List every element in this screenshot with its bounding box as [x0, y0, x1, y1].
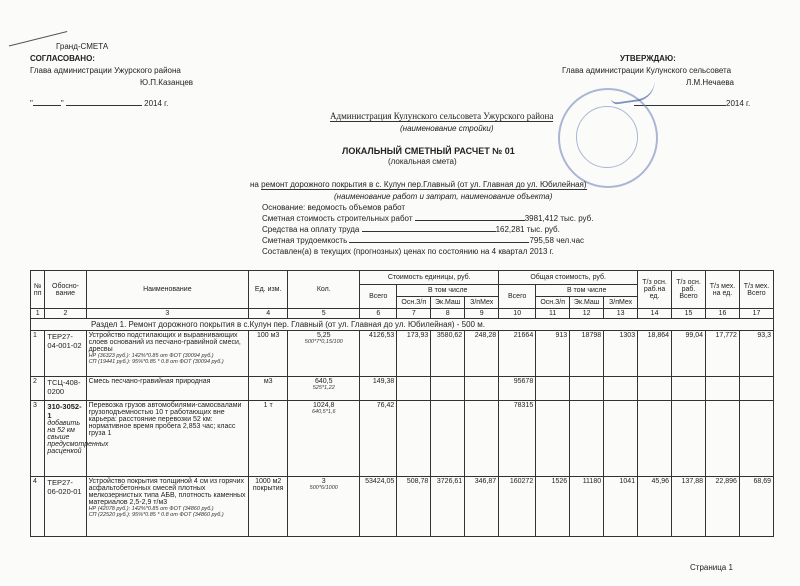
- org-name: Администрация Кулунского сельсовета Ужурского района: [330, 111, 554, 121]
- doc-subtitle: (локальная смета): [388, 157, 457, 166]
- table-row: 3 310-3052-1 добавить на 52 км свыше предусмотренных расценкой Перевозка грузов автомобилями-самосвалами грузоподъемностью 10 т работающих вне карьера: расстояние перевозки 52 км: нормативное время пробега 2,853 час; класс груза 1 1 т 1024,8 640,5*1,6 76,42 78315: [31, 401, 774, 477]
- wage-line: Средства на оплату труда 162,281 тыс. руб.: [262, 225, 560, 234]
- program-name: Гранд-СМЕТА: [56, 42, 109, 51]
- header-basis: Обосно-вание: [45, 271, 86, 309]
- header-num: № пп: [31, 271, 45, 309]
- approved-name: Л.М.Нечаева: [686, 78, 734, 87]
- header-qty: Кол.: [288, 271, 360, 309]
- estimate-table: [30, 270, 774, 537]
- approved-date: 2014 г.: [634, 99, 750, 108]
- page-number: Страница 1: [690, 563, 733, 572]
- basis-label: Основание: ведомость объемов работ: [262, 203, 406, 212]
- agreed-position: Глава администрации Ужурского района: [30, 66, 181, 75]
- header-zp-mekh: З/пМех: [604, 297, 638, 309]
- agreed-name: Ю.П.Казанцев: [140, 78, 194, 87]
- section-row: Раздел 1. Ремонт дорожного покрытия в с.Кулун пер. Главный (от ул. Главная до ул. Юбилейная) - 500 м.: [31, 319, 774, 331]
- doc-title: ЛОКАЛЬНЫЙ СМЕТНЫЙ РАСЧЕТ № 01: [342, 146, 515, 156]
- header-unit-incl: В том числе: [397, 285, 499, 297]
- prices-line: Составлен(а) в текущих (прогнозных) ценах по состоянию на 4 квартал 2013 г.: [262, 247, 554, 256]
- approved-position: Глава администрации Кулунского сельсовета: [562, 66, 732, 75]
- header-name: Наименование: [86, 271, 249, 309]
- header-unit: Ед. изм.: [249, 271, 288, 309]
- approved-title: УТВЕРЖДАЮ:: [620, 54, 676, 63]
- org-caption: (наименование стройки): [400, 124, 494, 133]
- header-ek-mash: Эк.Маш: [431, 297, 465, 309]
- header-ek-mash: Эк.Маш: [570, 297, 604, 309]
- header-zp-mekh: З/пМех: [465, 297, 499, 309]
- work-line: на ремонт дорожного покрытия в с. Кулун пер.Главный (от ул. Главная до ул. Юбилейная): [250, 180, 587, 189]
- header-unit-total: Всего: [360, 285, 397, 309]
- header-tz-mekh-unit: Т/з мех. на ед.: [706, 271, 740, 309]
- table-row: 4 ТЕР27-06-020-01 Устройство покрытия толщиной 4 см из горячих асфальтобетонных смесей плотных мелкозернистых типа АБВ, плотность каменных материалов 2,5-2,9 т/м3 НР (42078 руб.): 142%*0.85 от ФОТ (34860 руб.) СП (22520 руб.): 95%*0.85 * 0.8 от ФОТ (34860 руб.) 1000 м2 покрытия 3 500*6/1000 53424,05 508,78 3726,61 346,87 160272 1526 11180 1041 45,96 137,88 22,896 68,69: [31, 477, 774, 537]
- header-tz-mekh-total: Т/з мех. Всего: [739, 271, 773, 309]
- header-osn-zp: Осн.З/п: [536, 297, 570, 309]
- header-total-incl: В том числе: [536, 285, 638, 297]
- official-seal: [558, 88, 658, 188]
- table-row: 2 ТСЦ-408-0200 Смесь песчано-гравийная природная м3 640,5 525*1,22 149,38 95678: [31, 377, 774, 401]
- labor-line: Сметная трудоемкость 795,58 чел.час: [262, 236, 585, 245]
- header-tz-osn-unit: Т/з осн. раб.на ед.: [638, 271, 672, 309]
- table-row: 1 ТЕР27-04-001-02 Устройство подстилающих и выравнивающих слоев оснований из песчано-гравийной смеси, дресвы НР (36323 руб.): 142%*0.85 от ФОТ (30094 руб.) СП (19441 руб.): 95%*0.85 * 0.8 от ФОТ (30094 руб.) 100 м3 5,25 500*7*0,15/100 4126,53 173,93 3580,62 248,28 21664 913 18798 1303 18,864 99,04 17,772 93,3: [31, 331, 774, 377]
- header-total-cost: Общая стоимость, руб.: [499, 271, 638, 285]
- header-osn-zp: Осн.З/п: [397, 297, 431, 309]
- header-total-total: Всего: [499, 285, 536, 309]
- work-caption: (наименование работ и затрат, наименование объекта): [334, 192, 553, 201]
- agreed-title: СОГЛАСОВАНО:: [30, 54, 95, 63]
- header-unit-cost: Стоимость единицы, руб.: [360, 271, 499, 285]
- header-tz-osn-total: Т/з осн. раб. Всего: [672, 271, 706, 309]
- index-row: 1 2 3 4 5 6 7 8 9 10 11 12 13 14 15 16 17: [31, 309, 774, 319]
- agreed-date: " " 2014 г.: [30, 99, 169, 108]
- cost-line: Сметная стоимость строительных работ 3981,412 тыс. руб.: [262, 214, 594, 223]
